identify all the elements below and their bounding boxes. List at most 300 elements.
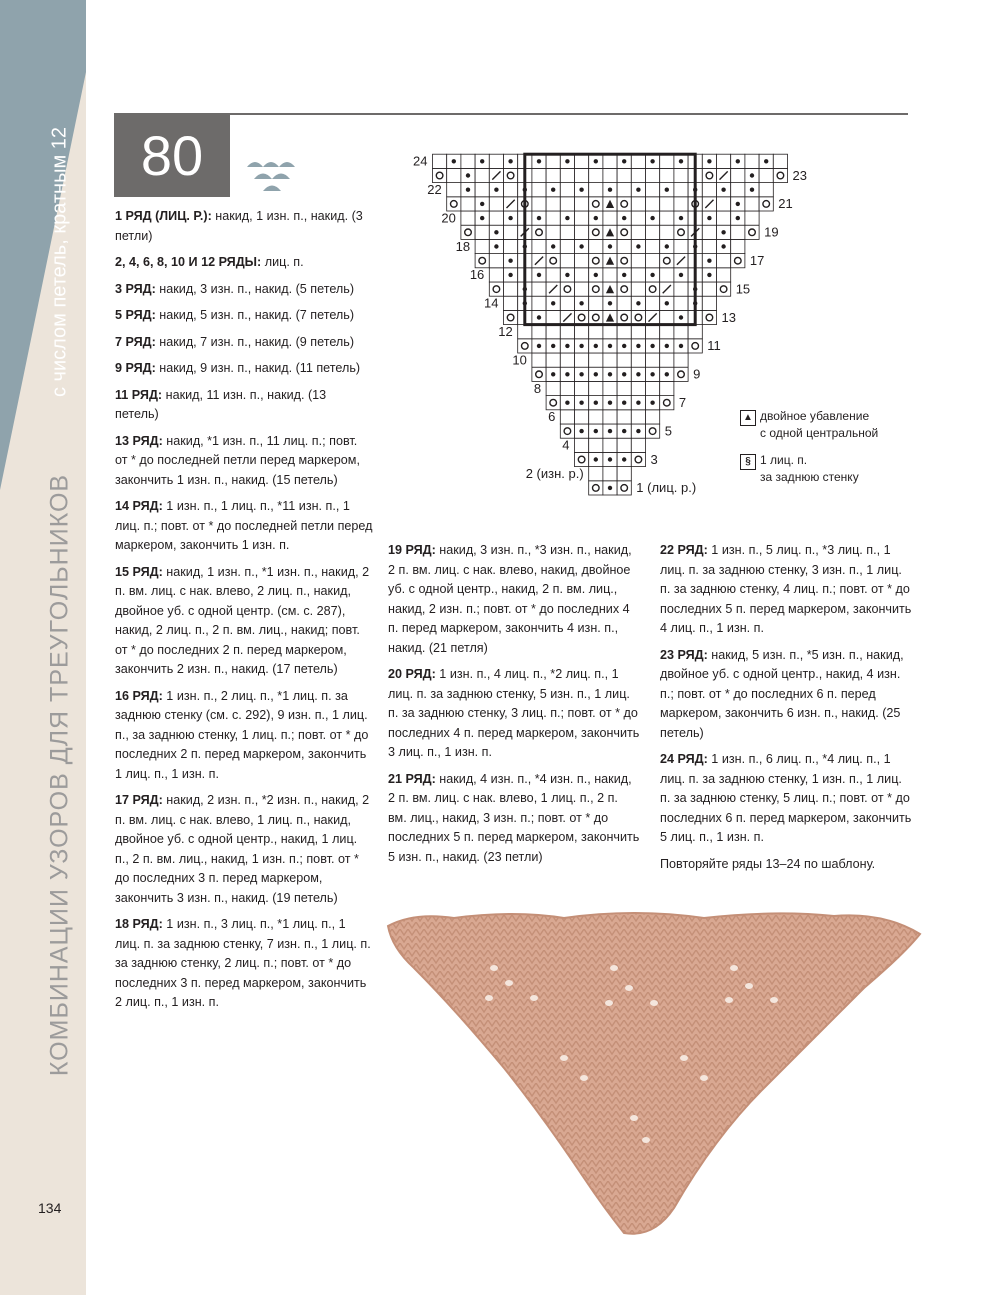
- chart-cell: [532, 310, 546, 324]
- chart-cell: [702, 239, 716, 253]
- chart-cell: [518, 325, 532, 339]
- chart-cell: [603, 367, 617, 381]
- chart-cell: [617, 239, 631, 253]
- chart-cell: [717, 197, 731, 211]
- chart-cell: [631, 438, 645, 452]
- chart-cell: [461, 211, 475, 225]
- chart-cell: [546, 381, 560, 395]
- chart-cell: [589, 424, 603, 438]
- row-number-label: 11: [707, 338, 721, 354]
- chart-cell: [575, 339, 589, 353]
- chart-cell: [560, 410, 574, 424]
- chart-cell: [702, 154, 716, 168]
- chart-cell: [461, 183, 475, 197]
- chart-cell: [617, 168, 631, 182]
- chart-cell: [504, 310, 518, 324]
- instruction-row: [660, 750, 912, 848]
- chart-cell: [489, 225, 503, 239]
- chart-cell: [617, 154, 631, 168]
- chart-cell: [589, 396, 603, 410]
- legend-line: 1 лиц. п.: [760, 453, 808, 467]
- chart-cell: [759, 168, 773, 182]
- chart-cell: [617, 367, 631, 381]
- chart-cell: [546, 211, 560, 225]
- chart-cell: [532, 225, 546, 239]
- chart-cell: [745, 225, 759, 239]
- chart-cell: [660, 254, 674, 268]
- chart-cell: [532, 183, 546, 197]
- row-text: накид, 7 изн. п., накид. (9 петель): [155, 334, 355, 349]
- chart-cell: [546, 268, 560, 282]
- chart-cell: [674, 353, 688, 367]
- chart-cell: [532, 197, 546, 211]
- instruction-row: [115, 333, 373, 353]
- chart-cell: [603, 339, 617, 353]
- chart-cell: [674, 254, 688, 268]
- chart-cell: [589, 211, 603, 225]
- row-number-label: 13: [721, 309, 736, 325]
- chart-cell: [433, 154, 447, 168]
- instruction-row: [388, 541, 640, 658]
- chart-cell: [731, 183, 745, 197]
- chart-cell: [546, 296, 560, 310]
- row-label: 3 РЯД:: [115, 281, 156, 296]
- chart-cell: [603, 381, 617, 395]
- chart-cell: [560, 310, 574, 324]
- chart-cell: [617, 225, 631, 239]
- chart-cell: [674, 296, 688, 310]
- row-number-label: 22: [427, 181, 442, 197]
- chart-cell: [560, 396, 574, 410]
- chart-cell: [504, 154, 518, 168]
- chart-cell: [504, 183, 518, 197]
- chart-cell: [631, 239, 645, 253]
- chart-cell: [646, 154, 660, 168]
- chart-cell: [575, 183, 589, 197]
- legend-twisted-stitch-text: [760, 452, 859, 486]
- chart-cell: [631, 268, 645, 282]
- chart-cell: [560, 225, 574, 239]
- row-text: 1 изн. п., 5 лиц. п., *3 лиц. п., 1 лиц. п. за заднюю стенку, 3 изн. п., 1 лиц. п. за заднюю стенку, 4 лиц. п.; повт. от * до последних 5 п. перед маркером, закончить 4 лиц. п., 1 изн. п.: [660, 543, 912, 635]
- chart-cell: [603, 268, 617, 282]
- chart-cell: [617, 197, 631, 211]
- chart-cell: [646, 211, 660, 225]
- chart-cell: [731, 254, 745, 268]
- sidebar-subtitle: с числом петель, кратным 12: [48, 126, 71, 398]
- chart-cell: [589, 282, 603, 296]
- chart-cell: [631, 296, 645, 310]
- chart-cell: [674, 282, 688, 296]
- row-label: 24 РЯД:: [660, 752, 708, 766]
- chart-cell: [518, 339, 532, 353]
- instruction-row: [660, 646, 912, 744]
- chart-cell: [759, 197, 773, 211]
- chart-cell: [575, 154, 589, 168]
- row-text: 1 изн. п., 4 лиц. п., *2 лиц. п., 1 лиц. п. за заднюю стенку, 5 изн. п., 1 лиц. п. за заднюю стенку, 3 лиц. п.; повт. от * до последних 4 п. перед маркером, закончить 3 лиц. п., 1 изн. п.: [388, 667, 640, 759]
- chart-cell: [646, 410, 660, 424]
- chart-cell: [589, 410, 603, 424]
- row-number-label: 8: [533, 380, 542, 396]
- chart-cell: [646, 239, 660, 253]
- chart-cell: [660, 211, 674, 225]
- chart-cell: [575, 367, 589, 381]
- chart-cell: [631, 154, 645, 168]
- chart-cell: [617, 452, 631, 466]
- row-label: 11 РЯД:: [115, 387, 163, 402]
- legend-twisted-stitch: [740, 452, 910, 488]
- instruction-row: [115, 791, 373, 908]
- row-number-label: 23: [792, 167, 807, 183]
- chart-cell: [660, 325, 674, 339]
- row-label: 13 РЯД:: [115, 433, 163, 448]
- chart-cell: [731, 168, 745, 182]
- chart-cell: [532, 254, 546, 268]
- chart-cell: [589, 254, 603, 268]
- chart-cell: [617, 339, 631, 353]
- twisted-stitch-icon: §: [740, 454, 756, 470]
- chart-cell: [745, 211, 759, 225]
- chart-cell: [546, 353, 560, 367]
- chart-cell: [504, 282, 518, 296]
- chart-cell: [702, 211, 716, 225]
- chart-cell: [674, 183, 688, 197]
- instruction-row: [115, 280, 373, 300]
- chart-cell: [660, 353, 674, 367]
- pattern-number: 80: [114, 115, 230, 197]
- chart-cell: [617, 381, 631, 395]
- chart-cell: [546, 310, 560, 324]
- chart-cell: [475, 225, 489, 239]
- instruction-row: [660, 541, 912, 639]
- chart-cell: [433, 168, 447, 182]
- chart-cell: [589, 225, 603, 239]
- chart-cell: [504, 239, 518, 253]
- chart-cell: [475, 154, 489, 168]
- chart-cell: [603, 481, 617, 495]
- chart-cell: [731, 225, 745, 239]
- chart-cell: [546, 239, 560, 253]
- chart-cell: [560, 296, 574, 310]
- chart-cell: [631, 396, 645, 410]
- chart-cell: [717, 154, 731, 168]
- chart-cell: [504, 211, 518, 225]
- chart-cell: [674, 225, 688, 239]
- chart-cell: [560, 282, 574, 296]
- chart-cell: [617, 438, 631, 452]
- chart-cell: [617, 183, 631, 197]
- row-label: 19 РЯД:: [388, 543, 436, 557]
- chart-cell: [631, 183, 645, 197]
- chart-cell: [717, 254, 731, 268]
- chart-cell: [646, 254, 660, 268]
- chart-cell: [603, 154, 617, 168]
- chart-cell: [504, 268, 518, 282]
- chart-cell: [660, 197, 674, 211]
- row-number-label: 9: [693, 366, 701, 382]
- chart-cell: [631, 353, 645, 367]
- chart-cell: [617, 296, 631, 310]
- chart-cell: [603, 296, 617, 310]
- chart-cell: [546, 154, 560, 168]
- row-label: 20 РЯД:: [388, 667, 436, 681]
- row-number-label: 12: [498, 323, 513, 339]
- sidebar: [0, 0, 86, 1295]
- chart-cell: [660, 310, 674, 324]
- row-number-label: 19: [764, 224, 779, 240]
- chart-cell: [589, 438, 603, 452]
- chart-cell: [560, 168, 574, 182]
- chart-cell: [717, 225, 731, 239]
- chart-cell: [475, 168, 489, 182]
- sidebar-accent-shape: [0, 0, 86, 490]
- instructions-column-1: [115, 207, 373, 1020]
- row-label: 9 РЯД:: [115, 361, 156, 375]
- chart-cell: [646, 424, 660, 438]
- chart-cell: [489, 239, 503, 253]
- chart-cell: [603, 310, 617, 324]
- chart-cell: [617, 211, 631, 225]
- chart-cell: [617, 424, 631, 438]
- chart-cell: [603, 424, 617, 438]
- chart-cell: [532, 211, 546, 225]
- chart-cell: [702, 254, 716, 268]
- row-text: накид, 5 изн. п., накид. (7 петель): [155, 308, 355, 322]
- row-label: 14 РЯД:: [115, 499, 163, 513]
- chart-cell: [702, 225, 716, 239]
- chart-cell: [560, 239, 574, 253]
- legend-line: за заднюю стенку: [760, 470, 859, 484]
- chart-cell: [589, 268, 603, 282]
- instruction-row: [388, 770, 640, 868]
- legend-double-decrease: [740, 408, 910, 444]
- chart-cell: [489, 268, 503, 282]
- chart-cell: [589, 183, 603, 197]
- chart-cell: [475, 183, 489, 197]
- chart-cell: [631, 225, 645, 239]
- row-number-label: 6: [548, 409, 556, 425]
- chart-cell: [631, 310, 645, 324]
- chart-cell: [674, 239, 688, 253]
- row-label: 18 РЯД:: [115, 917, 163, 931]
- chart-cell: [546, 325, 560, 339]
- chart-cell: [731, 154, 745, 168]
- row-label: 16 РЯД:: [115, 688, 163, 703]
- chart-cell: [759, 183, 773, 197]
- chart-cell: [504, 254, 518, 268]
- chart-cell: [575, 197, 589, 211]
- chart-cell: [489, 183, 503, 197]
- row-text: накид, 3 изн. п., накид. (5 петель): [155, 281, 355, 296]
- chart-cell: [603, 225, 617, 239]
- row-text: накид, 5 изн. п., *5 изн. п., накид, двойное уб. с одной центр., накид, 4 изн. п.; повт. от * до последних 6 п. перед маркером, закончить 6 изн. п., накид. (25 петель): [660, 647, 904, 740]
- chart-cell: [646, 168, 660, 182]
- chart-cell: [631, 452, 645, 466]
- instruction-row: [115, 359, 373, 379]
- chart-cell: [575, 282, 589, 296]
- chart-cell: [702, 168, 716, 182]
- instruction-row: [115, 432, 373, 491]
- chart-cell: [560, 325, 574, 339]
- top-rule: [114, 113, 908, 115]
- chart-cell: [589, 452, 603, 466]
- row-number-label: 24: [413, 153, 428, 169]
- row-text: накид, 4 изн. п., *4 изн. п., накид, 2 п. вм. лиц. с нак. влево, 1 лиц. п., 2 п. вм. лиц., накид, 3 изн. п.; повт. от * до последних 5 п. перед маркером, закончить 5 изн. п., накид. (23 петли): [388, 771, 640, 864]
- chart-cell: [546, 254, 560, 268]
- chart-cell: [589, 239, 603, 253]
- row-text: 1 изн. п., 1 лиц. п., *11 изн. п., 1 лиц. п.; повт. от * до последней петли перед маркером, закончить 1 изн. п.: [115, 499, 373, 552]
- chart-cell: [532, 239, 546, 253]
- chart-cell: [660, 339, 674, 353]
- chart-cell: [575, 268, 589, 282]
- chart-cell: [575, 410, 589, 424]
- chart-cell: [532, 154, 546, 168]
- chart-cell: [603, 396, 617, 410]
- instruction-row: [115, 915, 373, 1013]
- chart-cell: [560, 154, 574, 168]
- chart-cell: [631, 367, 645, 381]
- chart-cell: [674, 197, 688, 211]
- chart-cell: [532, 268, 546, 282]
- chart-cell: [731, 239, 745, 253]
- chart-cell: [731, 211, 745, 225]
- chart-cell: [702, 282, 716, 296]
- chart-cell: [660, 367, 674, 381]
- row-text: накид, 11 изн. п., накид. (13 петель): [115, 387, 327, 421]
- legend-line: с одной центральной: [760, 426, 879, 440]
- instruction-row: [660, 855, 912, 875]
- chart-cell: [688, 325, 702, 339]
- chart-cell: [489, 168, 503, 182]
- chart-cell: [603, 353, 617, 367]
- chart-cell: [447, 197, 461, 211]
- chart-cell: [575, 381, 589, 395]
- chart-cell: [575, 211, 589, 225]
- chart-cell: [560, 339, 574, 353]
- chart-cell: [646, 325, 660, 339]
- chart-cell: [646, 396, 660, 410]
- page-number: 134: [38, 1200, 62, 1216]
- chart-cell: [475, 211, 489, 225]
- chart-cell: [532, 339, 546, 353]
- chart-cell: [674, 268, 688, 282]
- chart-cell: [589, 381, 603, 395]
- chart-cell: [589, 481, 603, 495]
- row-text: накид, 2 изн. п., *2 изн. п., накид, 2 п. вм. лиц. с нак. влево, 1 лиц. п., накид, двойное уб. с одной центр., накид, 1 лиц. п., 2 п. вм. лиц., накид, 1 изн. п.; повт. от * до последних 3 п. перед маркером, закончить 3 изн. п., накид. (19 петель): [115, 793, 370, 905]
- chart-cell: [575, 310, 589, 324]
- chart-cell: [489, 282, 503, 296]
- chart-cell: [603, 467, 617, 481]
- chart-cell: [731, 197, 745, 211]
- instruction-row: [115, 497, 373, 556]
- chart-cell: [660, 296, 674, 310]
- chart-cell: [660, 183, 674, 197]
- row-text: накид, 1 изн. п., накид. (3 петли): [115, 209, 363, 243]
- chart-cell: [702, 310, 716, 324]
- chart-cell: [546, 225, 560, 239]
- chart-cell: [617, 353, 631, 367]
- chart-cell: [717, 183, 731, 197]
- chart-cell: [589, 197, 603, 211]
- chart-cell: [475, 239, 489, 253]
- chart-cell: [674, 339, 688, 353]
- chart-cell: [631, 254, 645, 268]
- chart-cell: [603, 168, 617, 182]
- chart-cell: [674, 154, 688, 168]
- row-text: накид, 3 изн. п., *3 изн. п., накид, 2 п. вм. лиц. с нак. влево, накид, двойное уб. с одной центр., накид, 2 п. вм. лиц., накид, 2 изн. п.; повт. от * до последних 4 п. перед маркером, закончить 4 изн. п., накид. (21 петля): [388, 543, 632, 655]
- chart-cell: [546, 339, 560, 353]
- row-label: 2, 4, 6, 8, 10 И 12 РЯДЫ:: [115, 255, 262, 269]
- row-number-label: 21: [778, 196, 793, 212]
- double-decrease-icon: ▲: [740, 410, 756, 426]
- chart-cell: [603, 452, 617, 466]
- instructions-column-2: [388, 541, 640, 874]
- chart-cell: [546, 282, 560, 296]
- chart-cell: [589, 353, 603, 367]
- chart-cell: [646, 268, 660, 282]
- row-number-label: 20: [441, 210, 456, 226]
- chart-cell: [589, 467, 603, 481]
- chart-cell: [475, 254, 489, 268]
- chart-cell: [660, 239, 674, 253]
- chart-cell: [631, 325, 645, 339]
- chart-cell: [773, 168, 787, 182]
- row-number-label: 10: [512, 352, 527, 368]
- row-label: 5 РЯД:: [115, 308, 156, 322]
- instruction-row: [115, 687, 373, 785]
- chart-cell: [646, 353, 660, 367]
- chart-cell: [773, 154, 787, 168]
- chart-cell: [617, 254, 631, 268]
- chart-cell: [560, 197, 574, 211]
- row-text: 1 изн. п., 2 лиц. п., *1 лиц. п. за заднюю стенку (см. с. 292), 9 изн. п., 1 лиц. п., за заднюю стенку, 1 лиц. п.; повт. от * до последних 2 п. перед маркером, закончить 1 лиц. п., 1 изн. п.: [115, 688, 369, 781]
- legend-line: двойное убавление: [760, 409, 870, 423]
- chart-cell: [575, 396, 589, 410]
- row-label: 7 РЯД:: [115, 334, 156, 349]
- chart-cell: [489, 154, 503, 168]
- chart-cell: [660, 282, 674, 296]
- chart-cell: [717, 268, 731, 282]
- row-label: 15 РЯД:: [115, 564, 163, 579]
- chart-cell: [504, 197, 518, 211]
- chart-cell: [631, 197, 645, 211]
- row-number-label: 15: [735, 281, 751, 297]
- row-label: 23 РЯД:: [660, 647, 708, 662]
- chart-cell: [575, 424, 589, 438]
- chart-cell: [617, 268, 631, 282]
- chart-cell: [674, 211, 688, 225]
- chart-cell: [560, 367, 574, 381]
- chart-cell: [660, 396, 674, 410]
- chart-cell: [631, 339, 645, 353]
- chart-cell: [504, 225, 518, 239]
- chart-cell: [631, 282, 645, 296]
- row-number-label: 16: [469, 267, 485, 283]
- chart-cell: [603, 197, 617, 211]
- chart-cell: [646, 310, 660, 324]
- chart-cell: [660, 154, 674, 168]
- chart-cell: [745, 197, 759, 211]
- chart-cell: [674, 168, 688, 182]
- chart-cell: [560, 268, 574, 282]
- chart-cell: [617, 467, 631, 481]
- row-label: 17 РЯД:: [115, 793, 163, 807]
- chart-cell: [631, 381, 645, 395]
- chart-cell: [560, 211, 574, 225]
- chart-cell: [447, 183, 461, 197]
- row-number-label: 2 (изн. р.): [525, 465, 584, 481]
- row-text: 1 изн. п., 3 лиц. п., *1 лиц. п., 1 лиц. п. за заднюю стенку, 7 изн. п., 1 лиц. п. за заднюю стенку, 2 лиц. п.; повт. от * до последних 3 п. перед маркером, закончить 2 лиц. п., 1 изн. п.: [115, 917, 371, 1009]
- chart-cell: [646, 225, 660, 239]
